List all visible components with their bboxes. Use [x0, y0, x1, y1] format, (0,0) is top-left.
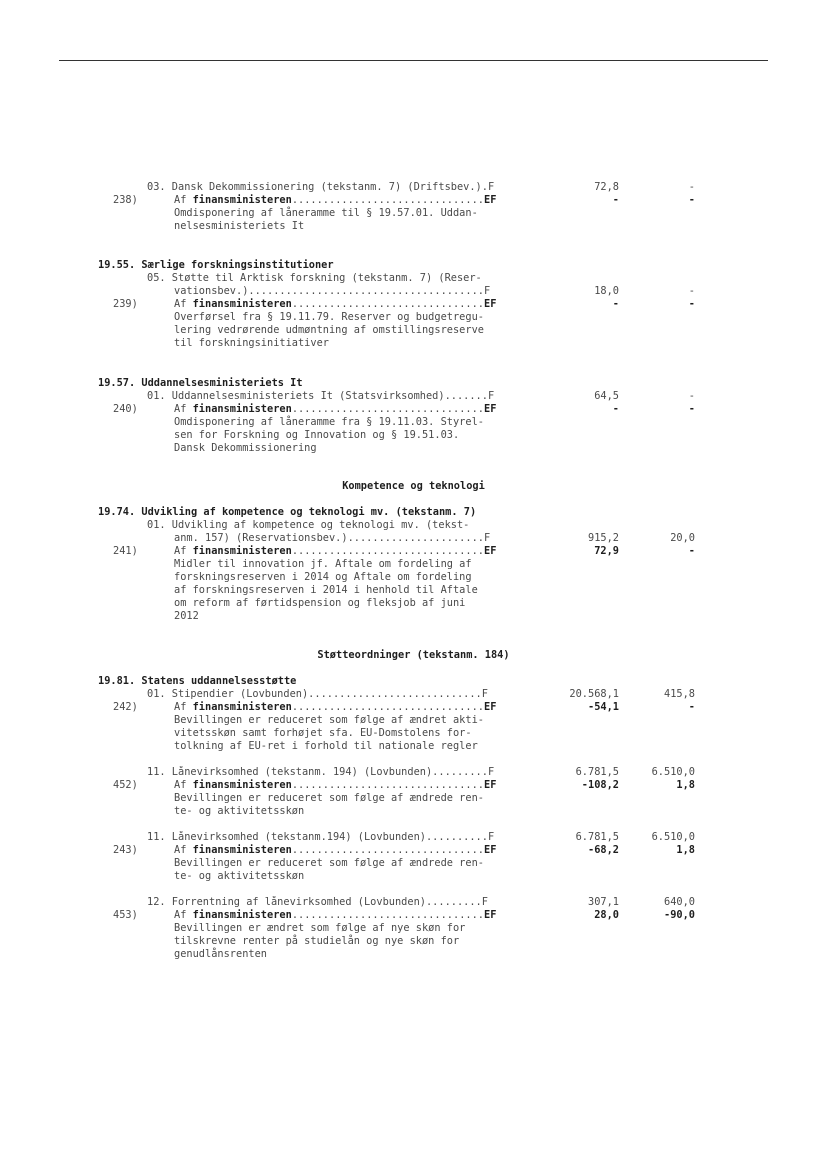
section-heading: 19.74. Udvikling af kompetence og teknologi mv. (tekstanm. 7) — [98, 506, 477, 518]
item-value-col2: 6.510,0 — [651, 766, 695, 778]
section-heading: 19.57. Uddannelsesministeriets It — [98, 377, 303, 389]
minister-name: finansministeren — [192, 298, 292, 310]
explanation-line: Dansk Dekommissionering — [174, 442, 317, 454]
change-value-col2: 1,8 — [676, 779, 695, 791]
appropriation-item-line: vationsbev.)......................................F — [174, 285, 491, 297]
reference-number: 241) — [113, 545, 138, 557]
leader-dots: ............................... — [291, 403, 484, 415]
leader-dots: ............................... — [291, 194, 484, 206]
minister-line — [174, 844, 542, 857]
reference-number: 240) — [113, 403, 138, 415]
minister-prefix: Af — [174, 298, 193, 310]
reference-number: 243) — [113, 844, 138, 856]
minister-line — [174, 701, 542, 714]
item-value-col1: 20.568,1 — [569, 688, 619, 700]
reference-number: 238) — [113, 194, 138, 206]
explanation-line: til forskningsinitiativer — [174, 337, 329, 349]
explanation-line: nelsesministeriets It — [174, 220, 305, 232]
change-value-col1: -54,1 — [588, 701, 619, 713]
explanation-line: Bevillingen er reduceret som følge af ændrede ren- — [174, 857, 484, 869]
appropriation-item-line: 12. Forrentning af lånevirksomhed (Lovbunden).........F — [147, 896, 488, 908]
explanation-line: Midler til innovation jf. Aftale om fordeling af — [174, 558, 472, 570]
minister-prefix: Af — [174, 701, 193, 713]
item-value-col1: 6.781,5 — [575, 766, 619, 778]
appropriation-item-line: 03. Dansk Dekommissionering (tekstanm. 7) (Driftsbev.).F — [147, 181, 495, 193]
minister-name: finansministeren — [192, 701, 292, 713]
minister-line — [174, 545, 542, 558]
minister-name: finansministeren — [192, 545, 292, 557]
ef-marker: EF — [484, 779, 497, 791]
explanation-line: Bevillingen er reduceret som følge af ændret akti- — [174, 714, 484, 726]
explanation-line: Bevillingen er ændret som følge af nye skøn for — [174, 922, 466, 934]
explanation-line: Overførsel fra § 19.11.79. Reserver og budgetregu- — [174, 311, 484, 323]
leader-dots: ............................... — [291, 909, 484, 921]
minister-name: finansministeren — [192, 403, 292, 415]
explanation-line: tilskrevne renter på studielån og nye skøn for — [174, 935, 460, 947]
item-value-col1: 72,8 — [594, 181, 619, 193]
explanation-line: te- og aktivitetsskøn — [174, 805, 305, 817]
change-value-col1: - — [612, 403, 619, 415]
explanation-line: lering vedrørende udmøntning af omstillingsreserve — [174, 324, 484, 336]
leader-dots: ............................... — [291, 701, 484, 713]
minister-name: finansministeren — [192, 844, 292, 856]
explanation-line: sen for Forskning og Innovation og § 19.51.03. — [174, 429, 460, 441]
minister-prefix: Af — [174, 779, 193, 791]
item-value-col2: - — [688, 285, 695, 297]
change-value-col2: - — [688, 701, 695, 713]
item-value-col1: 18,0 — [594, 285, 619, 297]
appropriation-item-line: 01. Udvikling af kompetence og teknologi mv. (tekst- — [147, 519, 470, 531]
explanation-line: genudlånsrenten — [174, 948, 267, 960]
reference-number: 452) — [113, 779, 138, 791]
explanation-line: Omdisponering af låneramme til § 19.57.01. Uddan- — [174, 207, 478, 219]
item-value-col1: 307,1 — [588, 896, 619, 908]
section-heading: 19.55. Særlige forskningsinstitutioner — [98, 259, 334, 271]
ef-marker: EF — [484, 844, 497, 856]
minister-line — [174, 194, 542, 207]
item-value-col2: 6.510,0 — [651, 831, 695, 843]
minister-prefix: Af — [174, 194, 193, 206]
change-value-col2: - — [688, 545, 695, 557]
leader-dots: ............................... — [291, 779, 484, 791]
change-value-col1: 28,0 — [594, 909, 619, 921]
reference-number: 239) — [113, 298, 138, 310]
explanation-line: vitetsskøn samt forhøjet sfa. EU-Domstolens for- — [174, 727, 472, 739]
change-value-col2: - — [688, 403, 695, 415]
ef-marker: EF — [484, 701, 497, 713]
change-value-col1: - — [612, 194, 619, 206]
ef-marker: EF — [484, 909, 497, 921]
change-value-col2: - — [688, 194, 695, 206]
appropriation-item-line: 11. Lånevirksomhed (tekstanm. 194) (Lovbunden).........F — [147, 766, 495, 778]
explanation-line: 2012 — [174, 610, 199, 622]
change-value-col1: - — [612, 298, 619, 310]
minister-line — [174, 403, 542, 416]
ef-marker: EF — [484, 194, 497, 206]
minister-line — [174, 909, 542, 922]
explanation-line: te- og aktivitetsskøn — [174, 870, 305, 882]
leader-dots: ............................... — [291, 545, 484, 557]
minister-line — [174, 298, 542, 311]
item-value-col2: 640,0 — [664, 896, 695, 908]
item-value-col1: 64,5 — [594, 390, 619, 402]
leader-dots: ............................... — [291, 298, 484, 310]
change-value-col1: -108,2 — [581, 779, 619, 791]
minister-name: finansministeren — [192, 779, 292, 791]
item-value-col2: 20,0 — [670, 532, 695, 544]
ef-marker: EF — [484, 403, 497, 415]
minister-prefix: Af — [174, 909, 193, 921]
appropriation-item-line: 01. Uddannelsesministeriets It (Statsvirksomhed).......F — [147, 390, 495, 402]
reference-number: 453) — [113, 909, 138, 921]
change-value-col2: 1,8 — [676, 844, 695, 856]
explanation-line: forskningsreserven i 2014 og Aftale om fordeling — [174, 571, 472, 583]
minister-prefix: Af — [174, 403, 193, 415]
section-center-title: Kompetence og teknologi — [342, 480, 485, 492]
ef-marker: EF — [484, 298, 497, 310]
appropriation-item-line: 05. Støtte til Arktisk forskning (tekstanm. 7) (Reser- — [147, 272, 482, 284]
minister-name: finansministeren — [192, 194, 292, 206]
section-heading: 19.81. Statens uddannelsesstøtte — [98, 675, 297, 687]
item-value-col2: - — [688, 390, 695, 402]
change-value-col1: 72,9 — [594, 545, 619, 557]
explanation-line: Omdisponering af låneramme fra § 19.11.03. Styrel- — [174, 416, 484, 428]
appropriation-item-line: 01. Stipendier (Lovbunden)............................F — [147, 688, 488, 700]
explanation-line: Bevillingen er reduceret som følge af ændrede ren- — [174, 792, 484, 804]
section-center-title: Støtteordninger (tekstanm. 184) — [317, 649, 510, 661]
minister-line — [174, 779, 542, 792]
appropriation-item-line: 11. Lånevirksomhed (tekstanm.194) (Lovbunden)..........F — [147, 831, 495, 843]
reference-number: 242) — [113, 701, 138, 713]
explanation-line: af forskningsreserven i 2014 i henhold til Aftale — [174, 584, 478, 596]
item-value-col1: 915,2 — [588, 532, 619, 544]
minister-prefix: Af — [174, 844, 193, 856]
item-value-col2: 415,8 — [664, 688, 695, 700]
item-value-col1: 6.781,5 — [575, 831, 619, 843]
explanation-line: om reform af førtidspension og fleksjob af juni — [174, 597, 466, 609]
explanation-line: tolkning af EU-ret i forhold til nationale regler — [174, 740, 478, 752]
change-value-col2: -90,0 — [664, 909, 695, 921]
change-value-col1: -68,2 — [588, 844, 619, 856]
ef-marker: EF — [484, 545, 497, 557]
item-value-col2: - — [688, 181, 695, 193]
appropriation-item-line: anm. 157) (Reservationsbev.)......................F — [174, 532, 491, 544]
change-value-col2: - — [688, 298, 695, 310]
minister-name: finansministeren — [192, 909, 292, 921]
leader-dots: ............................... — [291, 844, 484, 856]
minister-prefix: Af — [174, 545, 193, 557]
